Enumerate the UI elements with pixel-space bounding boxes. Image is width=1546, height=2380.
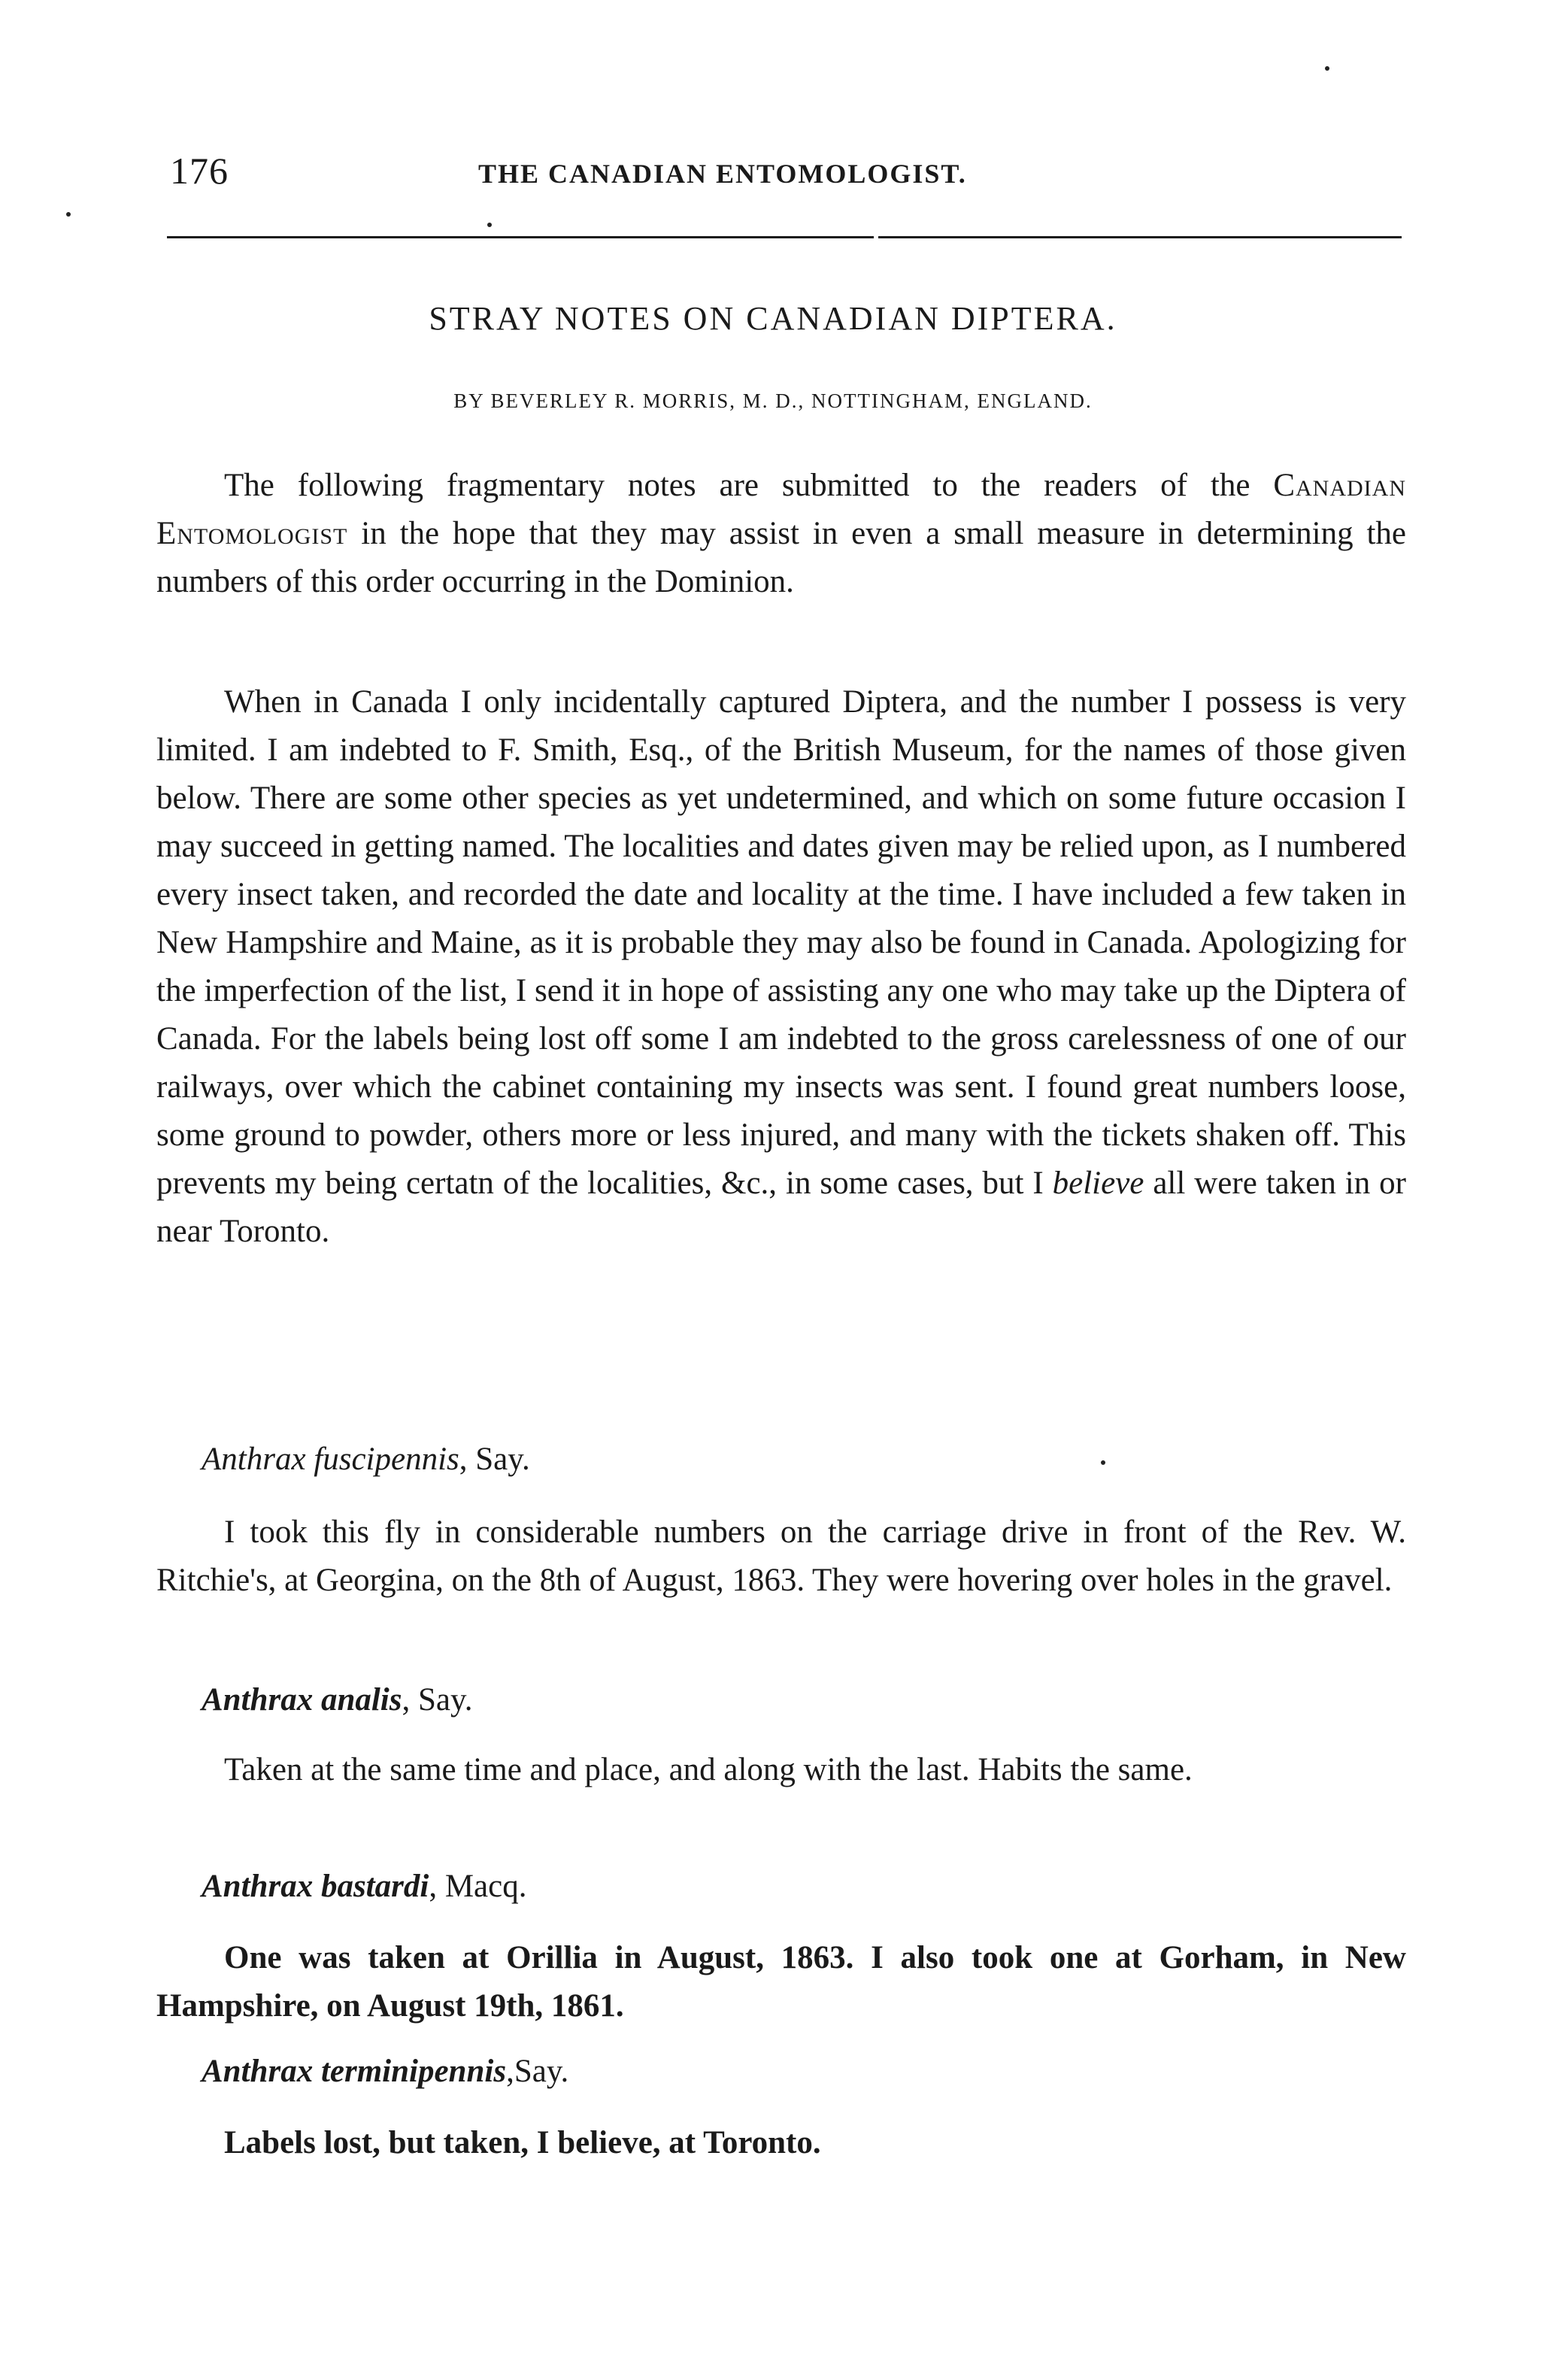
running-head: THE CANADIAN ENTOMOLOGIST.	[478, 159, 967, 189]
species-author: , Say.	[402, 1682, 473, 1718]
article-byline: BY BEVERLEY R. MORRIS, M. D., NOTTINGHAM, ENGLAND.	[453, 390, 1093, 412]
scan-speck	[1101, 1460, 1105, 1465]
species-name: Anthrax bastardi	[202, 1869, 429, 1904]
species-name: Anthrax fuscipennis	[202, 1442, 459, 1477]
collection-text-start: When in Canada I only incidentally captured Diptera, and the number I possess is very limited. I am indebted to F. Smith, Esq., of the British Museum, for the names of those given below. There are some other species as yet undetermined, and which on some future occasion I may succeed in getting named. The localities and dates given may be relied upon, as I numbered every insect taken, and recorded the date and locality at the time. I have included a few taken in New Hampshire and Maine, as it is probable they may also be found in Canada. Apologizing for the imperfection of the list, I send it in hope of assisting any one who may take up the Diptera of Canada. For the labels being lost off some I am indebted to the gross carelessness of one of our railways, over which the cabinet containing my insects was sent. I found great numbers loose, some ground to powder, others more or less injured, and many with the tickets shaken off. This prevents my being certatn of the localities, &c., in some cases, but I	[156, 684, 1406, 1201]
species-heading	[202, 2053, 568, 2090]
scan-speck	[1325, 66, 1329, 71]
intro-text-end: in the hope that they may assist in even a small measure in determining the numbers of this order occurring in the Dominion.	[156, 516, 1406, 599]
species-author: ,Say.	[506, 2054, 569, 2089]
species-heading	[202, 1681, 472, 1718]
species-name: Anthrax terminipennis	[202, 2054, 507, 2089]
header-rule-left	[167, 236, 874, 238]
species-note: One was taken at Orillia in August, 1863. I also took one at Gorham, in New Hampshire, on August 19th, 1861.	[156, 1940, 1406, 2024]
collection-text-end: all were taken in or near Toronto.	[156, 1166, 1406, 1249]
species-note: I took this fly in considerable numbers on the carriage drive in front of the Rev. W. Ritchie's, at Georgina, on the 8th of August, 1863. They were hovering over holes in the gravel.	[156, 1514, 1406, 1598]
intro-paragraph	[156, 462, 1406, 606]
species-note: Taken at the same time and place, and along with the last. Habits the same.	[224, 1752, 1193, 1787]
species-author: , Macq.	[429, 1869, 527, 1904]
header-rule-right	[878, 236, 1402, 238]
collection-paragraph	[156, 678, 1406, 1256]
page-header	[155, 149, 1396, 202]
intro-text-start: The following fragmentary notes are submitted to the readers of the	[224, 468, 1274, 503]
species-name: Anthrax analis	[202, 1682, 402, 1718]
scan-speck	[487, 223, 492, 227]
emphasis-believe: believe	[1052, 1166, 1144, 1201]
species-note: Labels lost, but taken, I believe, at Toronto.	[224, 2125, 821, 2160]
species-heading	[202, 1441, 530, 1478]
species-heading	[202, 1868, 526, 1905]
article-title: STRAY NOTES ON CANADIAN DIPTERA.	[429, 300, 1117, 337]
journal-name: Canadian Entomologist	[156, 468, 1406, 551]
page-number: 176	[170, 150, 229, 192]
species-author: , Say.	[459, 1442, 530, 1477]
scan-speck	[66, 212, 71, 217]
